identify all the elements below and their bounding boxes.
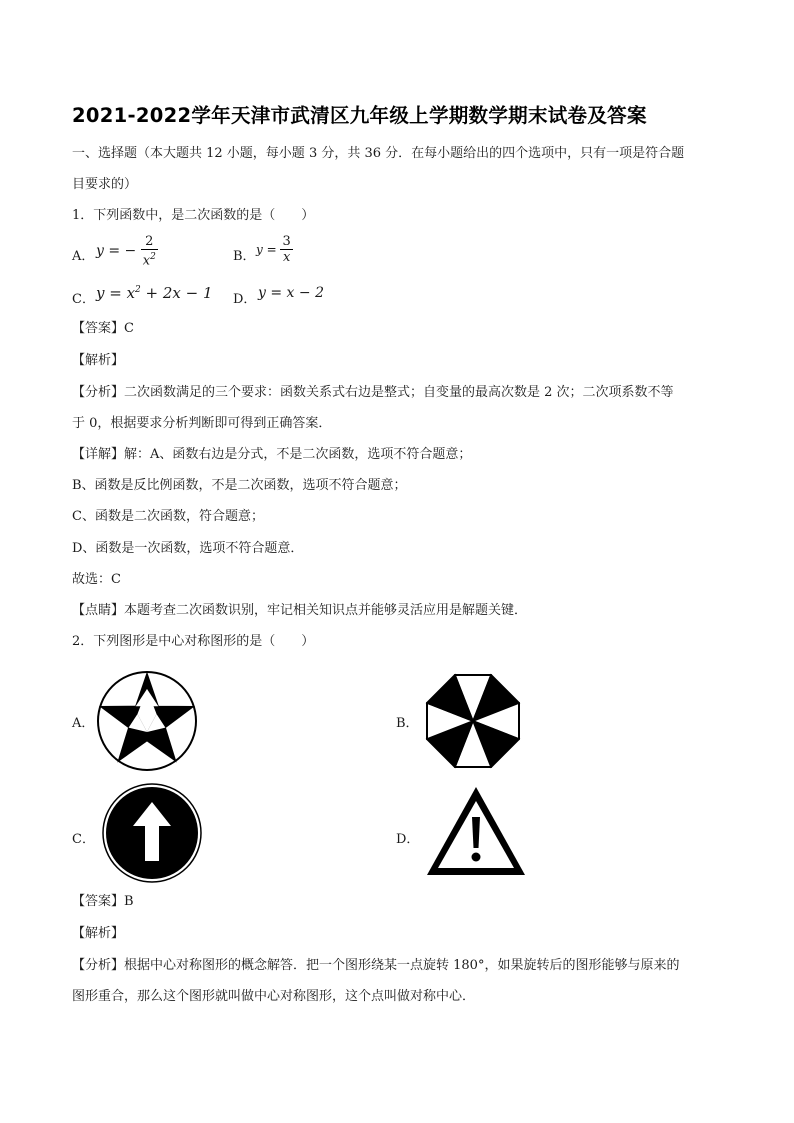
q1-answer: 【答案】C xyxy=(72,321,134,336)
q1-option-b-denominator: x xyxy=(280,249,292,265)
q1-detail-line-4: D、函数是一次函数，选项不符合题意． xyxy=(72,541,304,556)
q2-option-b-label: B． xyxy=(396,716,419,731)
q2-answer: 【答案】B xyxy=(72,894,134,909)
q1-option-b-numerator: 3 xyxy=(282,234,291,249)
section-heading-line-1: 一、选择题（本大题共 12 小题，每小题 3 分，共 36 分．在每小题给出的四个选项中，只有一项是符合题 xyxy=(72,146,685,161)
q2-option-d-label: D． xyxy=(396,832,420,847)
q1-option-a-den-base: x xyxy=(142,253,151,269)
q1-option-a-fraction xyxy=(141,234,158,268)
q1-comment: 【点睛】本题考查二次函数识别，牢记相关知识点并能够灵活应用是解题关键． xyxy=(72,603,528,618)
q1-detail-line-3: C、函数是二次函数，符合题意； xyxy=(72,509,264,524)
q1-solution-heading: 【解析】 xyxy=(72,353,125,368)
octagon-pinwheel-figure xyxy=(425,673,521,769)
q1-option-c-label: C． xyxy=(72,292,95,307)
q2-analysis-line-2: 图形重合，那么这个图形就叫做中心对称图形，这个点叫做对称中心． xyxy=(72,989,476,1004)
q1-option-a-numerator: 2 xyxy=(145,234,154,249)
warning-triangle-figure xyxy=(424,784,528,878)
q2-option-c-label: C． xyxy=(72,832,95,847)
q1-option-b-lhs: y = xyxy=(256,242,277,257)
question-1-stem: 1．下列函数中，是二次函数的是（ ） xyxy=(72,208,315,223)
q1-option-a-denominator xyxy=(141,249,158,268)
q1-option-b-formula xyxy=(256,234,293,265)
star-in-circle-figure xyxy=(96,670,198,772)
q1-option-c-exp: 2 xyxy=(135,285,141,295)
q1-option-a-label: A． xyxy=(72,249,95,264)
q1-option-a-lhs: y = − xyxy=(96,243,137,260)
q1-option-b-fraction xyxy=(280,234,292,265)
q1-option-c-rest: + 2x − 1 xyxy=(140,284,213,302)
q1-detail-line-1: 【详解】解：A、函数右边是分式，不是二次函数，选项不符合题意； xyxy=(72,447,472,462)
q1-option-d-formula: y = x − 2 xyxy=(258,285,324,301)
question-2-stem: 2．下列图形是中心对称图形的是（ ） xyxy=(72,634,315,649)
q1-option-a-den-exp: 2 xyxy=(150,252,156,262)
arrow-sign-figure xyxy=(102,783,202,883)
q1-option-a-formula xyxy=(96,234,158,268)
q1-detail-line-2: B、函数是反比例函数，不是二次函数，选项不符合题意； xyxy=(72,478,407,493)
q1-analysis-line-1: 【分析】二次函数满足的三个要求：函数关系式右边是整式；自变量的最高次数是 2 次；二次项系数不等 xyxy=(72,385,674,400)
q1-analysis-line-2: 于 0，根据要求分析判断即可得到正确答案． xyxy=(72,416,332,431)
q2-analysis-line-1: 【分析】根据中心对称图形的概念解答．把一个图形绕某一点旋转 180°，如果旋转后的图形能够与原来的 xyxy=(72,958,680,973)
q1-option-c-base: y = x xyxy=(96,284,136,302)
q2-option-a-label: A． xyxy=(72,716,95,731)
q1-option-d-label: D． xyxy=(233,292,257,307)
q1-option-b-label: B． xyxy=(233,249,256,264)
q1-option-c-formula xyxy=(96,284,213,302)
page-title: 2021-2022学年天津市武清区九年级上学期数学期末试卷及答案 xyxy=(72,104,647,127)
q1-choice: 故选：C xyxy=(72,572,121,587)
section-heading-line-2: 目要求的） xyxy=(72,177,138,192)
q2-solution-heading: 【解析】 xyxy=(72,926,125,941)
